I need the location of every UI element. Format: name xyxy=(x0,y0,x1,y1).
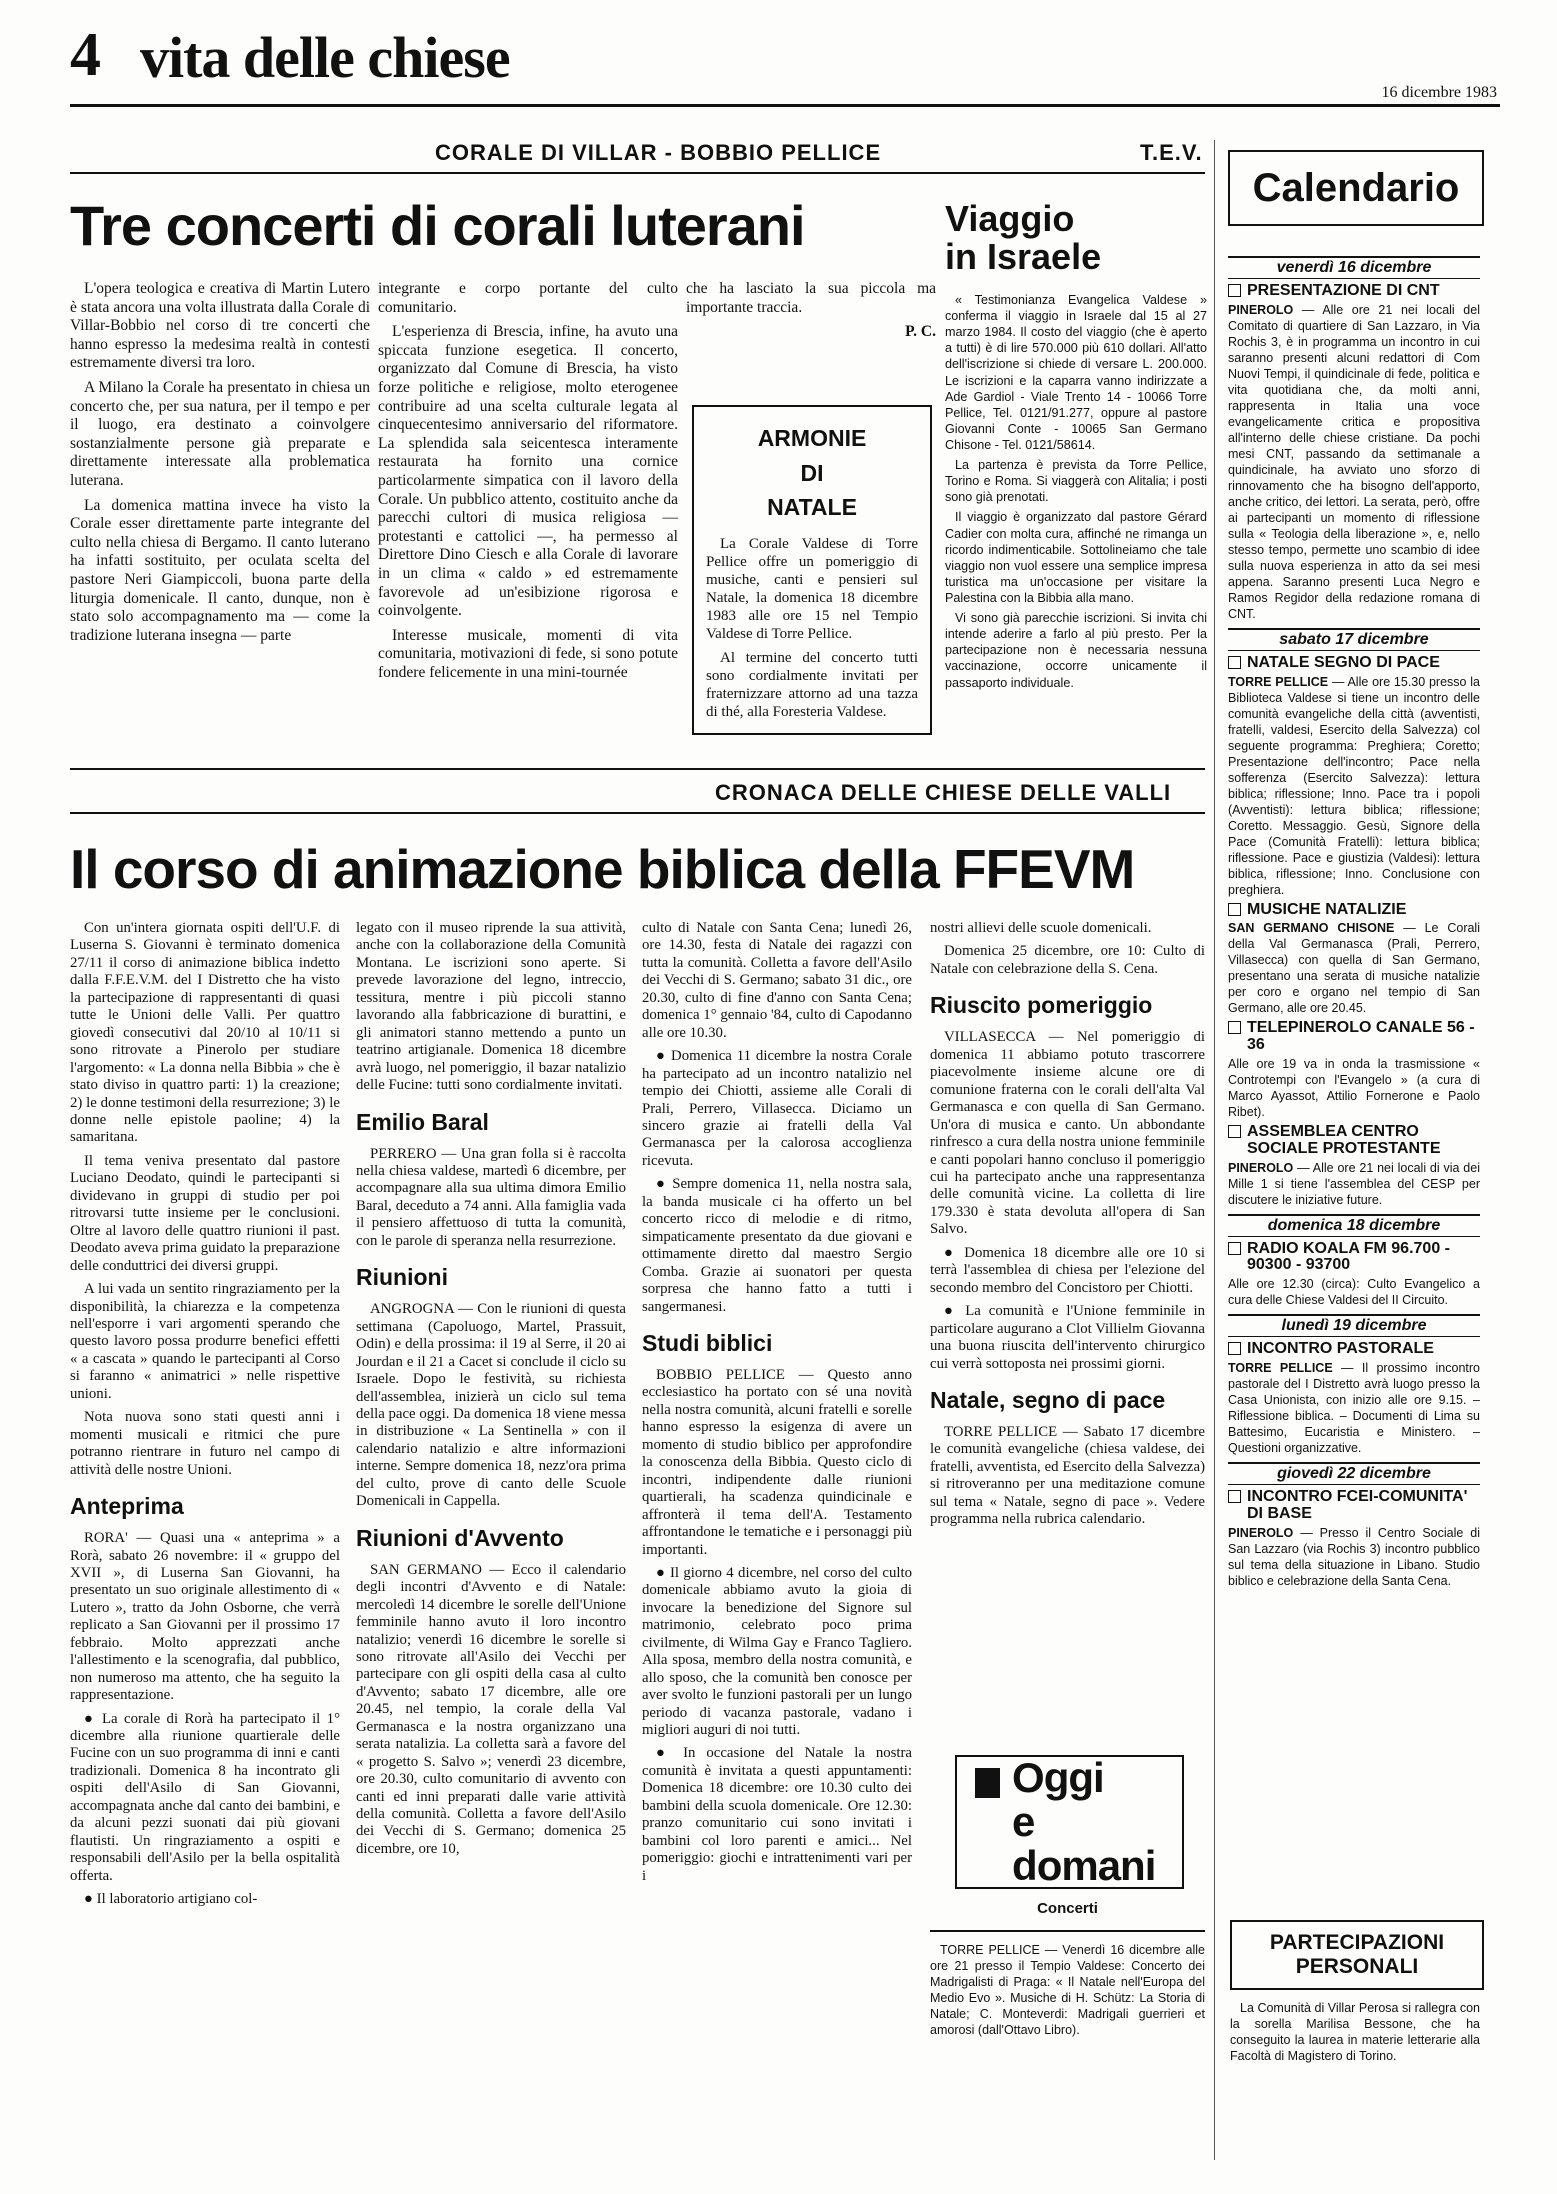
paragraph: A lui vada un sentito ringraziamento per la disponibilità, la chiarezza e la competenza nell'esporre i vari argomenti sperando che questo lavoro possa produrre benefici effetti « a cascata » quando le partecipanti al Corso si faranno « animatrici » nelle rispettive unioni. xyxy=(70,1281,340,1402)
israele-kicker: T.E.V. xyxy=(1140,140,1203,165)
calendario-title: Calendario xyxy=(1252,165,1460,210)
concerti-rule xyxy=(930,1930,1205,1932)
oggi-domani-text: TORRE PELLICE — Venerdì 16 dicembre alle ore 21 presso il Tempio Valdese: Concerto dei Madrigalisti di Praga: « Il Natale nell'Europa del Medio Evo ». Musiche di H. Schütz: La Storia di Natale; C. Monteverdi: Madrigali guerrieri et amorosi (dall'Ottavo Libro). xyxy=(930,1943,1205,2037)
event-title-text: INCONTRO PASTORALE xyxy=(1247,1340,1434,1358)
calendar-day: sabato 17 dicembre xyxy=(1228,628,1480,651)
checkbox-icon xyxy=(1228,1342,1241,1355)
event-place: PINEROLO xyxy=(1228,302,1294,317)
paragraph: nostri allievi delle scuole domenicali. xyxy=(930,920,1152,936)
calendar-event-text xyxy=(1228,1160,1480,1208)
paragraph: La partenza è prevista da Torre Pellice, Torino e Roma. Si viaggerà con Alitalia; i posti sono già prenotati. xyxy=(945,458,1207,505)
title-line: e domani xyxy=(1012,1797,1156,1890)
calendar-event-text xyxy=(1228,674,1480,898)
calendar-event-text xyxy=(1228,920,1480,1016)
paragraph: La Corale Valdese di Torre Pellice offre un pomeriggio di musiche, canti e pensieri sul Natale, la domenica 18 dicembre 1983 alle ore 15 nel Tempio Valdese di Torre Pellice. xyxy=(706,535,918,642)
checkbox-icon xyxy=(1228,656,1241,669)
column-divider xyxy=(1214,140,1215,2160)
paragraph: integrante e corpo portante del culto comunitario. xyxy=(378,280,678,316)
subhead-studi-biblici: Studi biblici xyxy=(642,1329,773,1356)
calendar-day: lunedì 19 dicembre xyxy=(1228,1314,1480,1337)
bottom-kicker: CRONACA DELLE CHIESE DELLE VALLI xyxy=(715,780,1172,805)
checkbox-icon xyxy=(1228,1021,1241,1034)
event-text: — Alle ore 21 nei locali del Comitato di quartiere di San Lazzaro, in Via Rochis 3, è in programma un incontro in cui saranno presenti alcuni redattori di Com Nuovi Tempi, il quindicinale di fede, politica e vita quotidiana che, da molti anni, rappresenta in Italia una voce evangelicamente critica e propositiva all'interno delle chiese cristiane. Da pochi mesi CNT, passando da settimanale a quindicinale, ha avviato uno sforzo di rinnovamento che ha bisogno dell'apporto, anche critico, dei lettori. La serata, però, offre ai partecipanti un momento di riflessione sulla « Teologia della liberazione », e, nello stesso tempo, permette uno scambio di idee sulla nuova esperienza in atto da sei mesi appena. Saranno presenti Luca Negro e Ramos Regidor della redazione romana di CNT. xyxy=(1228,302,1480,621)
subhead-anteprima: Anteprima xyxy=(70,1493,184,1520)
section-rule xyxy=(70,768,1205,770)
calendar-event-title xyxy=(1228,1241,1480,1275)
top-headline: Tre concerti di corali luterani xyxy=(70,194,805,257)
armonie-title xyxy=(706,421,918,525)
bottom-col-3 xyxy=(642,920,912,1891)
paragraph: L'esperienza di Brescia, infine, ha avuto una spiccata funzione esegetica. Il concerto, organizzato dal Comune di Brescia, ha visto forze politiche e religiose, molto eterogenee contribuire ad una scelta culturale legata al cinquecentesimo anniversario del riformatore. La splendida sala seicentesca interamente restaurata ha fornito una cornice particolarmente simpatica con il lavoro della Corale. Un pubblico attento, costituito anche da parecchi cultori di musica religiosa — protestanti e cattolici —, ha permesso al Direttore Dino Ciesch e alla Corale di lavorare in un clima « caldo » ed estremamente favorevole ad un'esibizione rigorosa e coinvolgente. xyxy=(378,323,678,620)
masthead-rule xyxy=(70,104,1500,107)
oggi-domani-box xyxy=(955,1755,1184,1889)
top-col-2 xyxy=(378,280,678,688)
top-kicker: CORALE DI VILLAR - BOBBIO PELLICE xyxy=(435,140,882,165)
calendar-day: domenica 18 dicembre xyxy=(1228,1214,1480,1237)
signature: P. C. xyxy=(905,323,936,341)
paragraph: L'opera teologica e creativa di Martin Lutero è stata ancora una volta illustrata dalla Corale di Villar-Bobbio nel corso di tre concerti che hanno espresso la medesima realtà in contesti estremamente diversi tra loro. xyxy=(70,280,370,372)
subhead-riunioni: Riunioni xyxy=(356,1264,448,1291)
paragraph: Il tema veniva presentato dal pastore Luciano Deodato, quindi le partecipanti si dividevano in gruppi di studio per poi ritrovarsi tutte insieme per le conclusioni. Oltre al lavoro delle quattro riunioni il past. Deodato aveva prima guidato la preparazione delle conduttrici dei diversi gruppi. xyxy=(70,1152,340,1274)
paragraph: Al termine del concerto tutti sono cordialmente invitati per fraternizzare attorno ad una tazza di thé, alla Foresteria Valdese. xyxy=(706,649,918,720)
event-title-text: INCONTRO FCEI-COMUNITA' DI BASE xyxy=(1247,1487,1468,1522)
paragraph: ● La comunità e l'Unione femminile in particolare augurano a Clot Villielm Giovanna una buona riuscita dell'intervento chirurgico cui verrà sottoposta nei prossimi giorni. xyxy=(930,1303,1205,1372)
page-number: 4 xyxy=(70,21,101,89)
calendar-event-title xyxy=(1228,1341,1480,1358)
partecipazioni-title: PARTECIPAZIONI xyxy=(1269,1930,1445,1954)
paragraph: BOBBIO PELLICE — Questo anno ecclesiastico ha portato con sé una novità nella nostra comunità, alcuni fratelli e sorelle hanno espresso la esigenza di avere un momento di studio biblico per approfondire la conoscenza della Bibbia. Questo ciclo di incontri, indipendente dalle riunioni quartierali, ha scadenza quindicinale e affronterà il tema dell'A. Testamento affrontandone le tematiche e i personaggi più importanti. xyxy=(642,1366,912,1558)
top-col-1 xyxy=(70,280,370,651)
bottom-col-4 xyxy=(930,920,1205,1535)
calendar-event-title xyxy=(1228,1489,1480,1523)
calendar-event-title xyxy=(1228,1124,1480,1158)
checkbox-icon xyxy=(1228,1490,1241,1503)
event-text: — Presso il Centro Sociale di San Lazzaro (via Rochis 3) incontro pubblico sul tema della situazione in Libano. Studio biblico e celebrazione della Santa Cena. xyxy=(1228,1525,1480,1588)
event-text: — Il prossimo incontro pastorale del I Distretto avrà luogo presso la Casa Unionista, con inizio alle ore 9.15. – Riflessione biblica. – Documenti di Lima su Battesimo, Eucaristia e Ministero. – Questioni organizzative. xyxy=(1228,1360,1480,1455)
calendar-event-text xyxy=(1228,1276,1480,1308)
calendar-day: venerdì 16 dicembre xyxy=(1228,256,1480,279)
partecipazioni-title: PERSONALI xyxy=(1295,1955,1419,1978)
paragraph: ● Domenica 11 dicembre la nostra Corale ha partecipato ad un incontro natalizio nel tempio dei Chiotti, assieme alle Corali di Prali, Perrero, Villasecca. Diciamo un sincero grazie ai fratelli della Val Germanasca per la calorosa accoglienza ricevuta. xyxy=(642,1048,912,1169)
paragraph: TORRE PELLICE — Sabato 17 dicembre le comunità evangeliche (chiesa valdese, dei fratelli, avventista, ed Esercito della Salvezza) si ritroveranno per una meditazione comune sul tema « Natale, segno di pace ». Vedere programma nella rubrica calendario. xyxy=(930,1423,1205,1528)
title-line: DI xyxy=(800,459,824,486)
event-text: — Le Corali della Val Germanasca (Prali, Perrero, Villasecca) con quella di San Germano, presentano una serata di musiche natalizie per coro e organo nel tempio di San Germano, alle ore 20.45. xyxy=(1228,921,1480,1016)
paragraph: PERRERO — Una gran folla si è raccolta nella chiesa valdese, martedì 6 dicembre, per accompagnare alla sua ultima dimora Emilio Baral, deceduto a 74 anni. Alla famiglia vada il pensiero affettuoso di tutta la comunità, con le parole di speranza nella resurrezione. xyxy=(356,1145,626,1249)
event-text: Alle ore 12.30 (circa): Culto Evangelico a cura delle Chiese Valdesi del II Circuito. xyxy=(1228,1277,1480,1308)
event-place: SAN GERMANO CHISONE xyxy=(1228,921,1395,936)
israele-text xyxy=(945,292,1207,695)
section-title: vita delle chiese xyxy=(140,25,510,90)
calendar-event-title xyxy=(1228,283,1480,300)
event-place: TORRE PELLICE xyxy=(1228,674,1329,689)
checkbox-icon xyxy=(1228,284,1241,297)
title-line: Oggi xyxy=(1012,1753,1104,1801)
paragraph: « Testimonianza Evangelica Valdese » conferma il viaggio in Israele dal 15 al 27 marzo 1984. Il costo del viaggio (che è aperto a tutti) è di lire 570.000 più 610 dollari. All'atto dell'iscrizione si chiede di versare L. 200.000. Le iscrizioni e la caparra vanno indirizzate a Ade Gardiol - Viale Trento 14 - 10066 Torre Pellice, Tel. 0121/91.277, oppure al pastore Giovanni Conte - 10065 San Germano Chisone - Tel. 0121/58614. xyxy=(945,293,1207,452)
oggi-domani-section: Concerti xyxy=(1037,1900,1098,1917)
paragraph: Domenica 25 dicembre, ore 10: Culto di Natale con celebrazione della S. Cena. xyxy=(930,943,1205,977)
event-place: PINEROLO xyxy=(1228,1160,1294,1175)
oggi-domani-title xyxy=(1012,1753,1182,1890)
paragraph: ● In occasione del Natale la nostra comunità è invitata a questi appuntamenti: Domenica 18 dicembre: ore 10.30 culto dei bambini della scuola domenicale. Ore 12.30: pranzo comunitario cui sono invitati i bambini col loro parenti e amici... Nel pomeriggio: giochi e intrattenimenti vari per i xyxy=(642,1745,912,1884)
event-title-text: NATALE SEGNO DI PACE xyxy=(1247,653,1440,671)
top-kicker-rule xyxy=(70,172,1205,174)
event-title-text: PRESENTAZIONE DI CNT xyxy=(1247,282,1440,299)
title-line: ARMONIE xyxy=(757,425,867,451)
title-line: NATALE xyxy=(767,494,857,520)
checkbox-icon xyxy=(1228,1125,1241,1138)
subhead-riunioni-avvento: Riunioni d'Avvento xyxy=(356,1524,564,1551)
bottom-kicker-rule xyxy=(70,812,1205,814)
calendar-event-text xyxy=(1228,1056,1480,1120)
paragraph: Il viaggio è organizzato dal pastore Gérard Cadier con molta cura, affinché ne rimanga un ricordo indimenticabile. Sottolineiamo che tale viaggio non vuol essere una semplice impresa turistica ma un'occasione per visitare la Palestina con la Bibbia alla mano. xyxy=(945,510,1207,605)
top-col-3 xyxy=(686,280,936,348)
calendar-event-text xyxy=(1228,1360,1480,1456)
paragraph: Vi sono già parecchie iscrizioni. Si invita chi intende aderire a farlo al più presto. Per la partecipazione non è necessaria nessuna vaccinazione, occorre unicamente il passaporto individuale. xyxy=(945,611,1207,690)
event-place: PINEROLO xyxy=(1228,1525,1294,1540)
event-title-text: MUSICHE NATALIZIE xyxy=(1247,900,1407,918)
paragraph: ● Il giorno 4 dicembre, nel corso del culto domenicale abbiamo avuto la gioia di invocare la benedizione del Signore sul matrimonio, celebrato poco prima civilmente, di Wilma Gay e Franco Tagliero. Alla sposa, membro della nostra comunità, e allo sposo, che la comunità ben conosce per aver svolto le funzioni pastorali per un lungo periodo di vacanza pastorale, vadano i migliori auguri di noi tutti. xyxy=(642,1564,912,1739)
event-text: — Alle ore 21 nei locali di via dei Mille 1 si tiene l'assemblea del CESP per discutere le iniziative future. xyxy=(1228,1160,1480,1207)
armonie-text xyxy=(706,535,918,721)
bottom-headline: Il corso di animazione biblica della FFEVM xyxy=(70,838,1135,900)
paragraph: culto di Natale con Santa Cena; lunedì 26, ore 14.30, festa di Natale dei ragazzi con tutta la comunità. Colletta a favore dell'Asilo dei Vecchi di S. Germano; sabato 31 dic., ore 20.30, culto di fine d'anno con Santa Cena; domenica 1° gennaio '84, culto di Capodanno alle ore 10.30. xyxy=(642,920,912,1041)
armonie-box xyxy=(692,405,932,735)
issue-date: 16 dicembre 1983 xyxy=(1381,84,1497,101)
headline-line: in Israele xyxy=(945,235,1102,277)
oggi-domani-inner xyxy=(975,1753,1182,1890)
event-text: Alle ore 19 va in onda la trasmissione « Controtempi con l'Evangelo » (a cura di Marco Ayassot, Attilio Fornerone e Paolo Ribet). xyxy=(1228,1056,1480,1119)
calendar-event-title xyxy=(1228,1020,1480,1054)
square-bullet-icon xyxy=(975,1768,1000,1798)
checkbox-icon xyxy=(1228,903,1241,916)
paragraph: SAN GERMANO — Ecco il calendario degli incontri d'Avvento e di Natale: mercoledì 14 dicembre le sorelle dell'Unione femminile hanno avuto il loro incontro natalizio; venerdì 16 dicembre le sorelle si sono ritrovate all'Asilo dei Vecchi per partecipare con gli ospiti della casa al culto d'Avvento; sabato 17 dicembre, alle ore 20.45, nel tempio, la corale della Val Germanasca e la nostra organizzano una serata natalizia. La colletta sarà a favore del « progetto S. Salvo »; venerdì 23 dicembre, ore 20.30, culto comunitario di avvento con canti ed inni preparati dalle varie attività della comunità. Colletta a favore dell'Asilo dei Vecchi di S. Germano; domenica 25 dicembre, ore 10, xyxy=(356,1561,626,1857)
partecipazioni-text: La Comunità di Villar Perosa si rallegra con la sorella Marilisa Bessone, che ha conseguito la laurea in materie letterarie alla Facoltà di Magistero di Torino. xyxy=(1230,2001,1480,2063)
subhead-natale-segno-pace: Natale, segno di pace xyxy=(930,1386,1166,1413)
calendar-column xyxy=(1228,250,1480,1593)
checkbox-icon xyxy=(1228,1242,1241,1255)
paragraph: ● Domenica 18 dicembre alle ore 10 si terrà l'assemblea di chiesa per l'elezione del secondo membro del Concistoro per Chiotti. xyxy=(930,1244,1205,1296)
bottom-col-1 xyxy=(70,920,340,1915)
calendar-event-title xyxy=(1228,902,1480,919)
event-text: — Alle ore 15.30 presso la Biblioteca Valdese si tiene un incontro delle comunità evangeliche della città (avventisti, fratelli, valdesi, Esercito della Salvezza) col seguente programma: Preghiera; Coretto; Presentazione dell'incontro; Pace nella sofferenza (Esercito Salvezza): lettura biblica; riflessione; Inno. Pace tra i popoli (Avventisti): lettura biblica; riflessione; Coretto. Messaggio. Gesù, Signore della Pace (Comunità Fratelli): lettura biblica; riflessione. Pace e giustizia (Valdesi): lettura biblica, riflessione; Inno. Conclusione con preghiera. xyxy=(1228,674,1480,897)
calendar-day: giovedì 22 dicembre xyxy=(1228,1462,1480,1485)
calendario-header-box xyxy=(1228,150,1484,226)
headline-line: Viaggio xyxy=(945,198,1075,239)
calendar-event-text xyxy=(1228,1525,1480,1589)
paragraph: legato con il museo riprende la sua attività, anche con la collaborazione della Comunità Montana. Le iscrizioni sono aperte. Si prevede lavorazione del legno, intreccio, tessitura, mentre i più piccoli stanno lavorando alla fabbricazione di burattini, e gli animatori stanno mettendo a punto un teatrino artigianale. Domenica 18 dicembre avrà luogo, nel pomeriggio, il bazar natalizio delle Fucine: tutti sono cordialmente invitati. xyxy=(356,920,626,1094)
paragraph: Nota nuova sono stati questi anni i momenti musicali e ritmici che pure potranno rientrare in futuro nel campo di attività delle nostre Unioni. xyxy=(70,1409,340,1478)
subhead-riuscito-pomeriggio: Riuscito pomeriggio xyxy=(930,992,1153,1019)
paragraph: che ha lasciato la sua piccola ma importante traccia. xyxy=(686,280,936,316)
israele-headline xyxy=(945,200,1101,276)
paragraph: Interesse musicale, momenti di vita comunitaria, motivazioni di fede, si sono potute fondere felicemente in una mini-tournée xyxy=(378,626,678,681)
event-place: TORRE PELLICE xyxy=(1228,1360,1333,1375)
paragraph: RORA' — Quasi una « anteprima » a Rorà, sabato 26 novembre: il « gruppo del XVII », di Luserna San Giovanni, ha presentato un suo originale allestimento di « Lutero », tratto da John Osborne, che verrà replicato a San Giovanni per il prossimo 17 febbraio. Molto apprezzati anche l'allestimento e la scenografia, dal pubblico, non numeroso ma attento, che ha seguito la rappresentazione. xyxy=(70,1530,340,1704)
paragraph: ● Sempre domenica 11, nella nostra sala, la banda musicale ci ha offerto un bel concerto ricco di melodie e di ritmo, simpaticamente presentato da due giovani e ottimamente diretto dal maestro Sergio Comba. Grazie ai suonatori per questa sorpresa che hanno fatto a tutti i sangermanesi. xyxy=(642,1176,912,1315)
calendar-event-title xyxy=(1228,655,1480,672)
paragraph: La domenica mattina invece ha visto la Corale esser direttamente parte integrante del culto nella chiesa di Bergamo. Il canto luterano ha infatti sostituito, per oculata scelta del pastore Neri Giampiccoli, buona parte della liturgia domenicale. Il canto, dunque, non è stato solo accompagnamento ma — come la tradizione luterana insegna — parte xyxy=(70,496,370,644)
paragraph: ● Il laboratorio artigiano col- xyxy=(84,1891,258,1908)
partecipazioni-box xyxy=(1230,1920,1484,1990)
bottom-col-2 xyxy=(356,920,626,1864)
paragraph: ● La corale di Rorà ha partecipato il 1° dicembre alla riunione quartierale delle Fucine con un suo programma di inni e canti tradizionali. Domenica 8 ha incontrato gli ospiti dell'Asilo di San Giovanni, accompagnata anche dal canto dei bambini, e da alcuni pezzi suonati dai più giovani flautisti. Un ringraziamento a ospiti e responsabili dell'Asilo per la bella ospitalità offerta. xyxy=(70,1710,340,1884)
event-title-text: ASSEMBLEA CENTRO SOCIALE PROTESTANTE xyxy=(1247,1122,1441,1157)
calendar-event-text xyxy=(1228,302,1480,622)
paragraph: Con un'intera giornata ospiti dell'U.F. di Luserna S. Giovanni è terminato domenica 27/11 il corso di animazione biblica indetto dalla F.F.E.V.M. del I Distretto che ha visto la partecipazione di rappresentanti di quasi tutte le Unioni delle Valli. Per quattro giovedì consecutivi dal 20/10 al 10/11 si sono ritrovate a Pinerolo per studiare l'argomento: « La donna nella Bibbia » che è stato diviso in quattro parti: 1) la creazione; 2) le donne testimoni della resurrezione; 3) le donne nelle epistole paoline; 4) la samaritana. xyxy=(70,920,340,1146)
event-title-text: TELEPINEROLO CANALE 56 - 36 xyxy=(1247,1019,1475,1054)
paragraph: VILLASECCA — Nel pomeriggio di domenica 11 abbiamo potuto trascorrere piacevolmente insieme alcune ore di comunione fraterna con le corali dell'alta Val Germanasca e con quella di San Germano. Un'ora di musica e canto. Un abbondante rinfresco a cura della nostra unione femminile e canti popolari hanno concluso il pomeriggio cui ha partecipato anche una rappresentanza delle comunità vicine. La colletta di lire 179.330 è stata devoluta all'opera di San Salvo. xyxy=(930,1029,1205,1238)
subhead-emilio-baral: Emilio Baral xyxy=(356,1108,489,1135)
paragraph: ANGROGNA — Con le riunioni di questa settimana (Capoluogo, Martel, Prassuit, Odin) e della prossima: il 19 al Serre, il 20 ai Jourdan e il 21 a Cacet si conclude il ciclo su Israele. Dopo le festività, su richiesta dell'assemblea, inizierà un ciclo sul tema della pace oggi. Da domenica 18 viene messa in distribuzione « La Sentinella » con il calendario natalizio e altre informazioni interne. Sempre domenica 18, nezz'ora prima del culto, prove di canto delle Scuole Domenicali in Cappella. xyxy=(356,1301,626,1510)
event-title-text: RADIO KOALA FM 96.700 - 90300 - 93700 xyxy=(1247,1239,1450,1274)
paragraph: A Milano la Corale ha presentato in chiesa un concerto che, per sua natura, per il tempo e per il luogo, era destinato a coinvolgere sostanzialmente persone già preparate e direttamente interessate alla problematica luterana. xyxy=(70,378,370,489)
